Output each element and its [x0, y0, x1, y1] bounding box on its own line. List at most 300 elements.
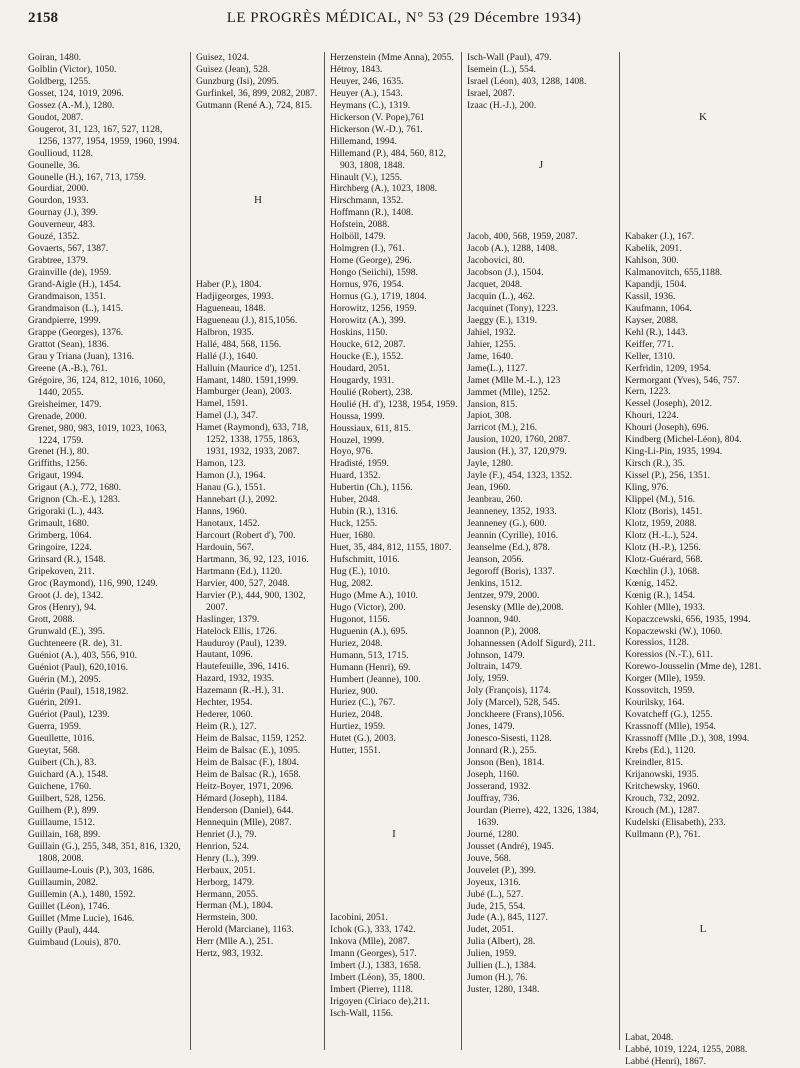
spacer	[196, 267, 320, 279]
index-entry: Heim de Balsac (R.), 1658.	[196, 768, 301, 780]
index-entry: Groot (J. de), 1342.	[28, 589, 104, 601]
index-entry: Guillain, 168, 899.	[28, 828, 101, 840]
index-entry: Grau y Triana (Juan), 1316.	[28, 350, 135, 362]
index-entry: Jouve, 568.	[467, 852, 511, 864]
index-entry: Grigaut, 1994.	[28, 470, 84, 482]
index-entry: Jansion, 815.	[467, 398, 518, 410]
index-entry: Hétroy, 1843.	[330, 63, 383, 75]
index-entry: Gounelle, 36.	[28, 159, 80, 171]
index-entry: Jones, 1479.	[467, 721, 515, 733]
index-entry: Huguenin (A.), 695.	[330, 625, 408, 637]
spacer	[625, 984, 781, 996]
index-entry: Israel (Léon), 403, 1288, 1408.	[467, 75, 587, 87]
spacer	[330, 841, 458, 853]
index-entry: Grabtree, 1379.	[28, 255, 88, 267]
index-entry: Isch-Wall (Paul), 479.	[467, 52, 552, 63]
index-entry: Kassil, 1936.	[625, 290, 676, 302]
index-entry: Journé, 1280.	[467, 828, 519, 840]
index-entry: Jegoroff (Boris), 1337.	[467, 565, 555, 577]
index-entry: Jonnard (R.), 255.	[467, 745, 537, 757]
index-entry: Krijanowski, 1935.	[625, 768, 699, 780]
index-entry: Imbert (J.), 1383, 1658.	[330, 960, 421, 972]
index-entry: Grand-Aigle (H.), 1454.	[28, 279, 121, 291]
index-entry: Grandpierre, 1999.	[28, 314, 101, 326]
spacer	[625, 64, 781, 76]
index-entry: Hazemann (R.-H.), 31.	[196, 685, 284, 697]
index-entry: Kirsch (R.), 35.	[625, 458, 685, 470]
spacer	[625, 100, 781, 112]
index-entry: Halluin (Maurice d'), 1251.	[196, 362, 301, 374]
index-entry: Houssa, 1999.	[330, 410, 385, 422]
column-divider	[619, 52, 620, 1050]
index-entry: Krassnoff (Mlle), 1954.	[625, 721, 716, 733]
spacer	[625, 136, 781, 148]
index-entry: Hugo (Mme A.), 1010.	[330, 589, 418, 601]
column-divider	[190, 52, 191, 1050]
index-entry: Klotz (H.-L.), 524.	[625, 529, 698, 541]
index-entry: Jenkins, 1512.	[467, 577, 523, 589]
index-entry: Henry (L.), 399.	[196, 852, 259, 864]
index-entry: Hémard (Joseph), 1184.	[196, 792, 288, 804]
index-entry: Hauduroy (Paul), 1239.	[196, 637, 287, 649]
index-entry: Grappe (Georges), 1376.	[28, 326, 124, 338]
spacer	[330, 877, 458, 889]
index-entry: Guichard (A.), 1548.	[28, 769, 109, 781]
index-entry: Jausion (H.), 37, 120,979.	[467, 446, 567, 458]
spacer	[625, 124, 781, 136]
index-entry: Kapandji, 1504.	[625, 278, 687, 290]
index-entry: Labbé, 1019, 1224, 1255, 2088.	[625, 1043, 748, 1055]
index-entry: Klotz, 1959, 2088.	[625, 517, 697, 529]
index-entry: Hamel (J.), 347.	[196, 410, 259, 422]
spacer	[467, 112, 615, 124]
index-entry: Kaufmann, 1064.	[625, 302, 692, 314]
index-entry: Guilhem (P.), 899.	[28, 805, 99, 817]
index-entry: Hamet (Raymond), 633, 718, 1252, 1338, 1755, 1863, 1931, 1932, 1933, 2087.	[196, 422, 309, 458]
index-entry: Heuyer (A.), 1543.	[330, 87, 403, 99]
index-entry: Grenet (H.), 80.	[28, 446, 90, 458]
section-letter: L	[699, 923, 707, 936]
index-entry: Krebs (Ed.), 1120.	[625, 745, 696, 757]
index-entry: Hornus (G.), 1719, 1804.	[330, 291, 427, 303]
index-entry: Hubertin (Ch.), 1156.	[330, 482, 413, 494]
index-entry: Joly (François), 1174.	[467, 685, 551, 697]
index-entry: Jude (A.), 845, 1127.	[467, 912, 548, 924]
index-entry: Guillet (Mme Lucie), 1646.	[28, 912, 135, 924]
index-entry: Labbé (Henri), 1867.	[625, 1055, 706, 1067]
index-entry: Jacobovici, 80.	[467, 255, 525, 267]
index-entry: Joannon, 940.	[467, 613, 521, 625]
index-entry: Kayser, 2088.	[625, 314, 679, 326]
index-column-2	[196, 52, 320, 1052]
index-entry: Herold (Marciane), 1163.	[196, 924, 294, 936]
index-entry: Hamburger (Jean), 2003.	[196, 386, 292, 398]
index-entry: Harcourt (Robert d'), 700.	[196, 529, 296, 541]
index-entry: Jesensky (Mlle de),2008.	[467, 601, 564, 613]
index-entry: Hillemand (P.), 484, 560, 812, 903, 1808, 1848.	[330, 147, 446, 171]
index-entry: Grandmaison, 1351.	[28, 291, 107, 303]
index-entry: Iacobini, 2051.	[330, 912, 388, 924]
index-entry: Gosset, 124, 1019, 2096.	[28, 87, 124, 99]
index-entry: Guillain (G.), 255, 348, 351, 816, 1320, 1808, 2008.	[28, 840, 181, 864]
index-entry: Jude, 215, 554.	[467, 900, 526, 912]
index-entry: Jubé (L.), 527.	[467, 888, 524, 900]
spacer	[625, 900, 781, 912]
index-entry: Haslinger, 1379.	[196, 613, 260, 625]
index-entry: Kermorgant (Yves), 546, 757.	[625, 374, 740, 386]
index-entry: Gros (Henry), 94.	[28, 601, 97, 613]
index-entry: Harvier, 400, 527, 2048.	[196, 577, 290, 589]
index-entry: Guisez (Jean), 528.	[196, 63, 271, 75]
index-entry: Hartmann, 36, 92, 123, 1016.	[196, 553, 309, 565]
index-entry: Jonckheere (Frans),1056.	[467, 709, 565, 721]
index-entry: Jacquinet (Tony), 1223.	[467, 302, 558, 314]
index-entry: Hatelock Ellis, 1726.	[196, 625, 277, 637]
spacer	[625, 1008, 781, 1020]
index-entry: Hougardy, 1931.	[330, 374, 395, 386]
index-entry: Hanotaux, 1452.	[196, 517, 260, 529]
index-entry: Hickerson (V. Pope),761	[330, 111, 425, 123]
index-entry: Hazard, 1932, 1935.	[196, 673, 275, 685]
index-entry: Herbaux, 2051.	[196, 864, 256, 876]
index-entry: Greene (A.-B.), 761.	[28, 362, 108, 374]
index-entry: Hagueneau (J.), 815,1056.	[196, 314, 298, 326]
index-entry: Julien, 1959.	[467, 948, 517, 960]
index-entry: Home (George), 296.	[330, 255, 412, 267]
section-letter: H	[254, 194, 262, 207]
index-entry: Humbert (Jeanne), 100.	[330, 673, 421, 685]
spacer	[625, 219, 781, 231]
index-entry: Krassnoff (Mlle ,D.), 308, 1994.	[625, 733, 750, 745]
index-entry: Guériot (Paul), 1239.	[28, 709, 110, 721]
index-entry: Isch-Wall, 1156.	[330, 1008, 394, 1020]
index-entry: Jentzer, 979, 2000.	[467, 589, 540, 601]
spacer	[467, 219, 615, 231]
index-entry: Grandmaison (L.), 1415.	[28, 303, 124, 315]
index-entry: Heim de Balsac, 1159, 1252.	[196, 733, 307, 745]
index-entry: Jonesco-Sisesti, 1128.	[467, 733, 552, 745]
index-entry: Grégoire, 36, 124, 812, 1016, 1060, 1440, 2055.	[28, 374, 166, 398]
index-entry: Klotz-Guérard, 568.	[625, 553, 703, 565]
index-entry: Keller, 1310.	[625, 350, 675, 362]
index-entry: Grenade, 2000.	[28, 410, 87, 422]
index-entry: Hutet (G.), 2003.	[330, 733, 396, 745]
index-entry: Halbron, 1935.	[196, 326, 254, 338]
page-header	[28, 10, 780, 32]
index-entry: Jumon (H.), 76.	[467, 972, 528, 984]
index-entry: Kling, 976.	[625, 482, 669, 494]
index-entry: Gougerot, 31, 123, 167, 527, 1128, 1256, 1377, 1954, 1959, 1960, 1994.	[28, 123, 180, 147]
index-entry: Herman (M.), 1804.	[196, 900, 273, 912]
index-entry: Jouvelet (P.), 399.	[467, 864, 537, 876]
index-entry: Hurtiez, 1959.	[330, 721, 386, 733]
index-entry: Jarricot (M.), 216.	[467, 422, 538, 434]
index-entry: Kalmanovitch, 655,1188.	[625, 266, 723, 278]
index-entry: Krouch, 732, 2092.	[625, 792, 700, 804]
index-entry: Izaac (H.-J.), 200.	[467, 99, 537, 111]
index-entry: Kossovitch, 1959.	[625, 685, 695, 697]
index-entry: Gunzburg (Isi), 2095.	[196, 75, 279, 87]
index-entry: Heymans (C.), 1319.	[330, 99, 411, 111]
index-entry: Huck, 1255.	[330, 518, 378, 530]
index-entry: Hermstein, 300.	[196, 912, 258, 924]
index-entry: Grenet, 980, 983, 1019, 1023, 1063, 1224, 1759.	[28, 422, 167, 446]
index-entry: Golblin (Victor), 1050.	[28, 63, 117, 75]
spacer	[625, 1020, 781, 1032]
index-entry: Greisheimer, 1479.	[28, 398, 102, 410]
index-entry: Jourdan (Pierre), 422, 1326, 1384, 1639.	[467, 804, 599, 828]
index-entry: Huer, 1680.	[330, 530, 376, 542]
index-entry: Holmgren (I.), 761.	[330, 243, 405, 255]
section-letter: J	[538, 158, 544, 171]
index-entry: Huet, 35, 484, 812, 1155, 1807.	[330, 542, 452, 554]
index-entry: Hautefeuille, 396, 1416.	[196, 661, 289, 673]
index-entry: Jayle, 1280.	[467, 458, 514, 470]
index-entry: Guisez, 1024.	[196, 52, 250, 63]
index-entry: Jacob (A.), 1288, 1408.	[467, 243, 558, 255]
section-letter: I	[392, 827, 396, 840]
index-entry: Houcke, 612, 2087.	[330, 338, 406, 350]
spacer	[625, 171, 781, 183]
index-entry: Hutter, 1551.	[330, 745, 381, 757]
spacer	[196, 255, 320, 267]
spacer	[625, 76, 781, 88]
index-entry: Hadjigeorges, 1993.	[196, 290, 274, 302]
index-entry: Gossez (A.-M.), 1280.	[28, 99, 115, 111]
index-entry: Ichok (G.), 333, 1742.	[330, 924, 416, 936]
index-entry: Jahiel, 1932.	[467, 326, 516, 338]
index-entry: Kullmann (P.), 761.	[625, 828, 701, 840]
spacer	[196, 112, 320, 124]
index-entry: Gouverneur, 483.	[28, 219, 96, 231]
index-entry: Jeanselme (Ed.), 878.	[467, 541, 550, 553]
index-entry: Kissel (P.), 256, 1351.	[625, 470, 711, 482]
index-entry: Haber (P.), 1804.	[196, 278, 262, 290]
index-entry: Guillaume-Louis (P.), 303, 1686.	[28, 864, 155, 876]
index-entry: Hanns, 1960.	[196, 506, 247, 518]
index-entry: Isemein (L.), 554.	[467, 63, 537, 75]
index-entry: Jeanson, 2056.	[467, 553, 524, 565]
index-entry: Jeanbrau, 260.	[467, 494, 523, 506]
index-entry: Hugo (Victor), 200.	[330, 601, 406, 613]
index-entry: Huriez, 2048.	[330, 709, 383, 721]
column-divider	[324, 52, 325, 1050]
spacer	[467, 171, 615, 183]
index-entry: Gourdiat, 2000.	[28, 183, 89, 195]
index-entry: Guibert (Ch.), 83.	[28, 757, 97, 769]
index-entry: Hug (E.), 1010.	[330, 565, 390, 577]
index-column-5	[625, 52, 781, 1067]
index-entry: Guimbaud (Louis), 870.	[28, 936, 121, 948]
index-entry: Judet, 2051.	[467, 924, 514, 936]
spacer	[467, 195, 615, 207]
index-entry: Jeanneney, 1352, 1933.	[467, 506, 557, 518]
index-entry: Hirschmann, 1352.	[330, 195, 404, 207]
index-entry: Heuyer, 246, 1635.	[330, 75, 404, 87]
index-entry: Grainville (de), 1959.	[28, 267, 112, 279]
index-entry: Hamant, 1480. 1591,1999.	[196, 374, 299, 386]
index-entry: Hederer, 1060.	[196, 709, 253, 721]
index-entry: Kovatcheff (G.), 1255.	[625, 709, 713, 721]
spacer	[625, 936, 781, 948]
index-entry: Jousset (André), 1945.	[467, 840, 554, 852]
index-entry: Grimberg, 1064.	[28, 530, 92, 542]
index-entry: Hugonot, 1156.	[330, 613, 390, 625]
index-entry: Grimault, 1680.	[28, 518, 90, 530]
spacer	[467, 124, 615, 136]
index-entry: Inkova (Mlle), 2087.	[330, 936, 410, 948]
index-entry: Goiran, 1480.	[28, 52, 82, 63]
index-entry: Japiot, 308.	[467, 410, 512, 422]
spacer	[625, 148, 781, 160]
section-letter: K	[699, 110, 707, 123]
index-entry: Henriet (J.), 79.	[196, 828, 257, 840]
index-entry: Kindberg (Michel-Léon), 804.	[625, 434, 742, 446]
index-entry: Kerfridin, 1209, 1954.	[625, 362, 712, 374]
index-entry: Gringoire, 1224.	[28, 542, 92, 554]
index-entry: Hechter, 1954.	[196, 697, 253, 709]
index-entry: Hickerson (W.-D.), 761.	[330, 123, 423, 135]
index-entry: Jaeggy (E.), 1319.	[467, 314, 538, 326]
index-entry: Jayle (F.), 454, 1323, 1352.	[467, 470, 573, 482]
index-entry: Hallé, 484, 568, 1156.	[196, 338, 282, 350]
index-entry: Hug, 2082.	[330, 577, 373, 589]
spacer	[330, 865, 458, 877]
index-entry: Imann (Georges), 517.	[330, 948, 417, 960]
index-entry: Kudelski (Elisabeth), 233.	[625, 816, 726, 828]
index-entry: Herborg, 1479.	[196, 876, 255, 888]
index-entry: Jouffray, 736.	[467, 792, 520, 804]
index-entry: Kœchlin (J.), 1068.	[625, 565, 700, 577]
index-entry: Klotz (H.-P.), 1256.	[625, 541, 701, 553]
index-entry: Hagueneau, 1848.	[196, 302, 266, 314]
index-entry: Heitz-Boyer, 1971, 2096.	[196, 780, 294, 792]
spacer	[330, 805, 458, 817]
spacer	[625, 88, 781, 100]
index-entry: Groc (Raymond), 116, 990, 1249.	[28, 577, 158, 589]
index-entry: Henderson (Daniel), 644.	[196, 804, 294, 816]
index-entry: Guérin, 2091.	[28, 697, 82, 709]
index-entry: Gourdon, 1933.	[28, 195, 89, 207]
index-column-4	[467, 52, 615, 1052]
index-entry: Huriez, 2048.	[330, 637, 383, 649]
index-entry: Kessel (Joseph), 2012.	[625, 398, 712, 410]
index-entry: Houlié (H. d'), 1238, 1954, 1959.	[330, 398, 458, 410]
index-entry: Imbert (Léon), 35, 1800.	[330, 972, 425, 984]
page-number: 2158	[28, 10, 58, 26]
index-entry: Guillaumin, 2082.	[28, 876, 99, 888]
index-entry: Kœnig (R.), 1454.	[625, 589, 696, 601]
index-entry: Gripekoven, 211.	[28, 565, 95, 577]
index-entry: Jausion, 1020, 1760, 2087.	[467, 434, 571, 446]
spacer	[196, 231, 320, 243]
index-entry: Hardouin, 567.	[196, 541, 254, 553]
index-entry: Joyeux, 1316.	[467, 876, 521, 888]
index-entry: Guérin (M.), 2095.	[28, 673, 101, 685]
index-entry: Houssiaux, 611, 815.	[330, 422, 411, 434]
running-head: LE PROGRÈS MÉDICAL, N° 53 (29 Décembre 1934)	[226, 10, 582, 26]
index-entry: Jean, 1960.	[467, 482, 511, 494]
index-entry: Hradisté, 1959.	[330, 458, 389, 470]
spacer	[330, 889, 458, 901]
index-entry: Kœnig, 1452.	[625, 577, 678, 589]
index-entry: Guichene, 1760.	[28, 781, 92, 793]
index-entry: Guchteneere (R. de), 31.	[28, 637, 123, 649]
index-entry: Jacobson (J.), 1504.	[467, 267, 544, 279]
index-entry: Hamon, 123.	[196, 458, 246, 470]
index-entry: Grattot (Sean), 1836.	[28, 338, 109, 350]
spacer	[196, 207, 320, 219]
index-entry: Houdard, 2051.	[330, 362, 390, 374]
index-entry: Jullien (L.), 1384.	[467, 960, 537, 972]
index-entry: Jahier, 1255.	[467, 338, 516, 350]
index-entry: Houzel, 1999.	[330, 434, 385, 446]
index-entry: Johannessen (Adolf Sigurd), 211.	[467, 637, 596, 649]
index-entry: Grunwald (E.), 395.	[28, 625, 105, 637]
index-entry: Hennequin (Mlle), 2087.	[196, 816, 292, 828]
index-entry: Klotz (Boris), 1451.	[625, 506, 703, 517]
spacer	[625, 853, 781, 865]
spacer	[625, 948, 781, 960]
index-entry: Grinsard (R.), 1548.	[28, 554, 106, 566]
index-entry: Kopaczewski (W.), 1060.	[625, 625, 723, 637]
index-entry: Kritchewsky, 1960.	[625, 780, 700, 792]
index-column-1	[28, 52, 186, 1052]
spacer	[196, 148, 320, 160]
index-entry: Houcke (E.), 1552.	[330, 350, 404, 362]
index-entry: Hoffmann (R.), 1408.	[330, 207, 414, 219]
spacer	[625, 877, 781, 889]
index-entry: Kabaker (J.), 167.	[625, 231, 694, 243]
spacer	[196, 171, 320, 183]
index-entry: Koressios (N.-T.), 611.	[625, 649, 713, 661]
index-entry: Grignon (Ch.-E.), 1283.	[28, 494, 121, 506]
spacer	[625, 865, 781, 877]
spacer	[625, 195, 781, 207]
index-entry: Koressios, 1128.	[625, 637, 689, 649]
index-entry: Huard, 1352.	[330, 470, 381, 482]
index-entry: Gueytat, 568.	[28, 745, 80, 757]
index-entry: Heim de Balsac (F.), 1804.	[196, 757, 299, 769]
index-entry: Guillaume, 1512.	[28, 817, 95, 828]
index-entry: Jeannin (Cyrille), 1016.	[467, 529, 559, 541]
index-entry: Goudot, 2087.	[28, 111, 84, 123]
index-entry: Hubin (R.), 1316.	[330, 506, 398, 518]
index-entry: Kohler (Mlle), 1933.	[625, 601, 705, 613]
index-entry: Korewo-Jousselin (Mme de), 1281.	[625, 661, 762, 673]
index-entry: Gurfinkel, 36, 899, 2082, 2087.	[196, 87, 318, 99]
index-entry: Israel, 2087.	[467, 87, 515, 99]
spacer	[625, 159, 781, 171]
index-entry: Jacquet, 2048.	[467, 278, 523, 290]
spacer	[196, 124, 320, 136]
index-entry: Guéniot (Paul), 620,1016.	[28, 661, 128, 673]
spacer	[330, 853, 458, 865]
index-entry: Hornus, 976, 1954.	[330, 279, 404, 291]
spacer	[625, 960, 781, 972]
index-entry: Hofstein, 2088.	[330, 219, 390, 231]
index-entry: Hallé (J.), 1640.	[196, 350, 259, 362]
index-entry: Goldberg, 1255.	[28, 75, 91, 87]
index-entry: Griffiths, 1256.	[28, 458, 88, 470]
index-entry: Heim (R.), 127.	[196, 721, 257, 733]
index-entry: Jame, 1640.	[467, 350, 514, 362]
index-entry: Govaerts, 567, 1387.	[28, 243, 109, 255]
index-entry: Houlié (Robert), 238.	[330, 386, 413, 398]
index-column-3	[330, 52, 458, 1052]
index-entry: Korger (Mlle), 1959.	[625, 673, 706, 685]
index-entry: Gouzé, 1352.	[28, 231, 80, 243]
